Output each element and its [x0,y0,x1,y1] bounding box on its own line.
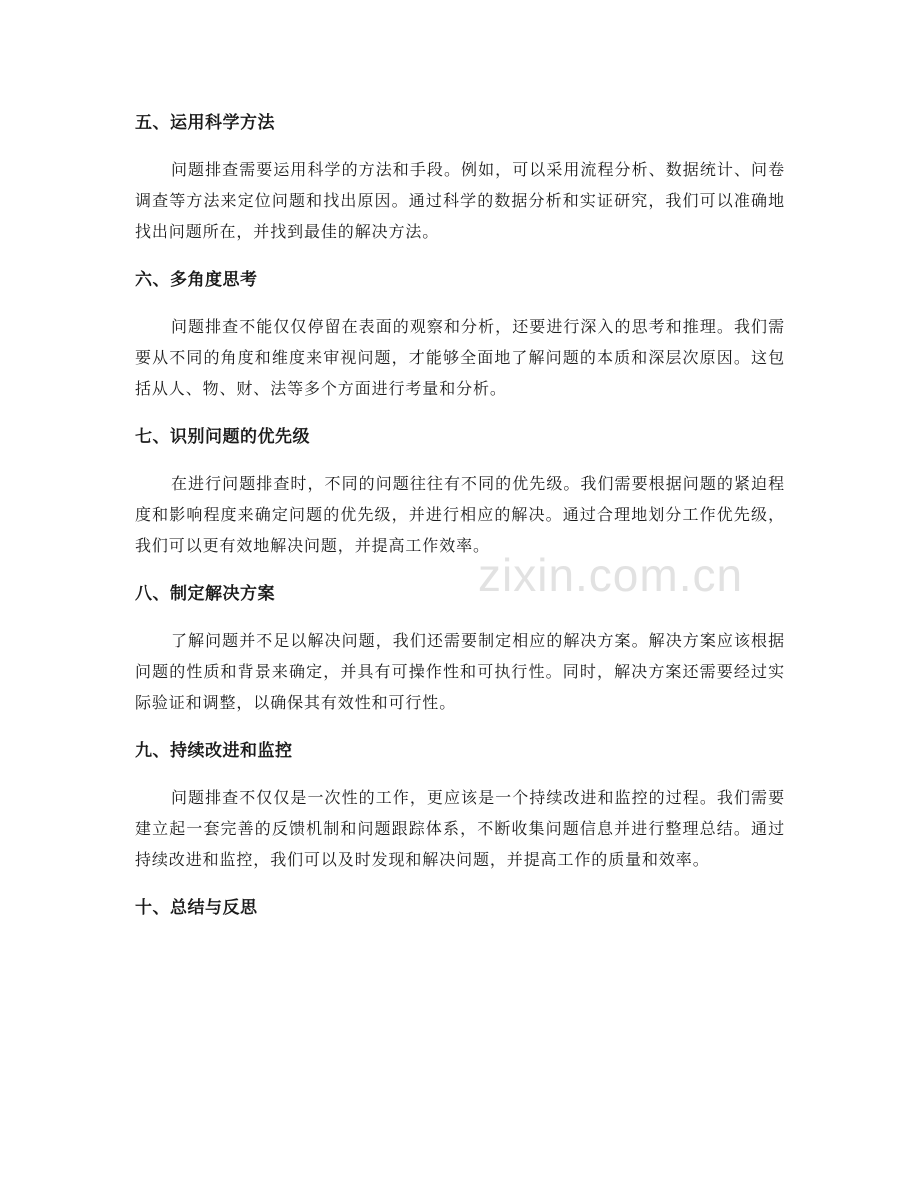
section-paragraph: 在进行问题排查时，不同的问题往往有不同的优先级。我们需要根据问题的紧迫程度和影响程度来确定问题的优先级，并进行相应的解决。通过合理地划分工作优先级，我们可以更有效地解决问题，并提高工作效率。 [135,474,785,555]
section-heading: 九、持续改进和监控 [135,741,293,761]
section-paragraph: 了解问题并不足以解决问题，我们还需要制定相应的解决方案。解决方案应该根据问题的性质和背景来确定，并具有可操作性和可执行性。同时，解决方案还需要经过实际验证和调整，以确保其有效性和可行性。 [135,631,785,712]
section-heading: 十、总结与反思 [135,898,258,918]
section-5 [135,104,785,247]
section-heading: 八、制定解决方案 [135,584,275,604]
section-10 [135,889,785,927]
section-7 [135,418,785,561]
section-paragraph: 问题排查不能仅仅停留在表面的观察和分析，还要进行深入的思考和推理。我们需要从不同的角度和维度来审视问题，才能够全面地了解问题的本质和深层次原因。这包括从人、物、财、法等多个方面进行考量和分析。 [135,317,785,398]
section-heading: 六、多角度思考 [135,270,258,290]
document-body [135,104,785,927]
section-heading: 五、运用科学方法 [135,113,275,133]
section-paragraph: 问题排查需要运用科学的方法和手段。例如，可以采用流程分析、数据统计、问卷调查等方法来定位问题和找出原因。通过科学的数据分析和实证研究，我们可以准确地找出问题所在，并找到最佳的解决方法。 [135,160,785,241]
section-heading: 七、识别问题的优先级 [135,427,310,447]
section-9 [135,732,785,875]
section-8 [135,575,785,718]
section-6 [135,261,785,404]
watermark: zixin.com.cn [478,549,744,601]
section-paragraph: 问题排查不仅仅是一次性的工作，更应该是一个持续改进和监控的过程。我们需要建立起一套完善的反馈机制和问题跟踪体系，不断收集问题信息并进行整理总结。通过持续改进和监控，我们可以及时发现和解决问题，并提高工作的质量和效率。 [135,788,785,869]
